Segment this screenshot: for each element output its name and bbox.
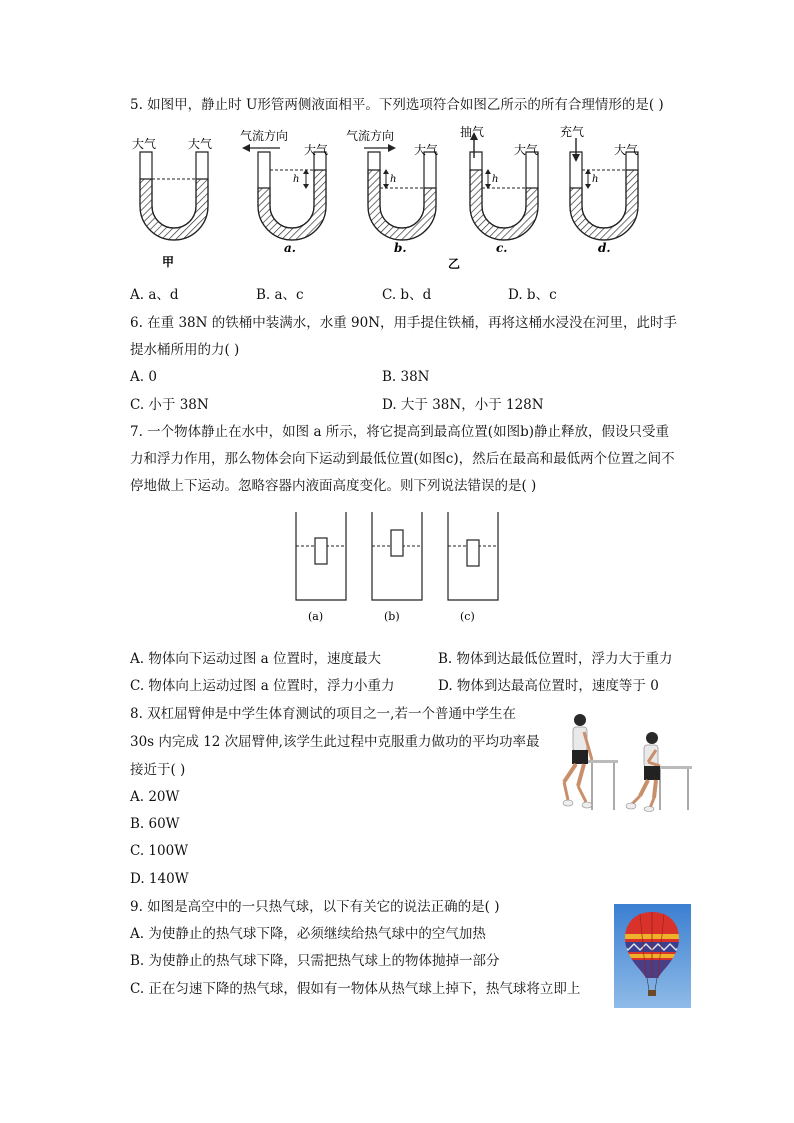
q8-option-b[interactable]: B. 60W xyxy=(130,816,180,832)
q8-stem-line1: 8. 双杠屈臂伸是中学生体育测试的项目之一,若一个普通中学生在 xyxy=(130,706,516,722)
q5-option-c[interactable]: C. b、d xyxy=(382,287,432,303)
arrow-down-icon xyxy=(572,154,580,162)
q5-jia-daqi-right: 大气 xyxy=(188,137,213,151)
q8-stem-line3: 接近于( ) xyxy=(130,762,186,778)
q6-option-d[interactable]: D. 大于 38N，小于 128N xyxy=(382,397,544,413)
q7-stem-line1: 7. 一个物体静止在水中，如图 a 所示，将它提高到最高位置(如图b)静止释放，假设只受重 xyxy=(130,424,669,440)
container-c xyxy=(448,512,498,623)
q8-option-a[interactable]: A. 20W xyxy=(130,789,180,805)
q8-parallel-bars-illustration xyxy=(556,708,696,812)
q7-option-b[interactable]: B. 物体到达最低位置时，浮力大于重力 xyxy=(438,651,673,667)
q7-stem-line2: 力和浮力作用，那么物体会向下运动到最低位置(如图c)，然后在最高和最低两个位置之间不 xyxy=(130,451,675,467)
q7-container-figure xyxy=(290,508,510,628)
q7-option-c[interactable]: C. 物体向上运动过图 a 位置时，浮力小重力 xyxy=(130,678,395,694)
q8-stem-line2: 30s 内完成 12 次屈臂伸,该学生此过程中克服重力做功的平均功率最 xyxy=(130,734,540,750)
q9-option-a[interactable]: A. 为使静止的热气球下降，必须继续给热气球中的空气加热 xyxy=(130,926,486,942)
q5-c-h: h xyxy=(492,174,499,185)
q6-stem-line2: 提水桶所用的力( ) xyxy=(130,342,240,358)
q5-b-daqi: 大气 xyxy=(414,143,439,157)
q9-hot-air-balloon-photo xyxy=(614,904,691,1008)
q5-label-a: a. xyxy=(284,241,296,255)
container-b xyxy=(372,512,422,623)
q5-b-h: h xyxy=(390,174,397,185)
q5-a-qiliu: 气流方向 xyxy=(240,129,289,143)
q5-c-daqi: 大气 xyxy=(514,143,539,157)
q5-b-qiliu: 气流方向 xyxy=(346,129,395,143)
q6-option-a[interactable]: A. 0 xyxy=(130,369,157,385)
q6-option-c[interactable]: C. 小于 38N xyxy=(130,397,209,413)
q7-label-c: (c) xyxy=(460,610,475,623)
u-tube-jia xyxy=(132,136,212,269)
student-bent-arms xyxy=(626,732,692,812)
q5-a-h: h xyxy=(293,174,300,185)
q7-label-b: (b) xyxy=(384,610,400,623)
u-tube-a xyxy=(240,128,328,255)
arrow-right-icon xyxy=(388,144,396,152)
q5-d-daqi: 大气 xyxy=(614,143,639,157)
student-straight-arms xyxy=(563,714,618,810)
q5-option-a[interactable]: A. a、d xyxy=(130,287,179,303)
q5-option-d[interactable]: D. b、c xyxy=(508,287,557,303)
q5-label-c: c. xyxy=(496,241,508,255)
q5-u-tube-figure xyxy=(128,124,660,272)
q5-label-d: d. xyxy=(598,241,611,255)
q8-option-c[interactable]: C. 100W xyxy=(130,843,189,859)
q7-option-d[interactable]: D. 物体到达最高位置时，速度等于 0 xyxy=(438,678,659,694)
q9-stem: 9. 如图是高空中的一只热气球，以下有关它的说法正确的是( ) xyxy=(130,899,500,915)
q5-option-b[interactable]: B. a、c xyxy=(256,287,304,303)
q7-label-a: (a) xyxy=(308,610,324,623)
q5-label-yi: 乙 xyxy=(448,257,461,271)
q6-stem-line1: 6. 在重 38N 的铁桶中装满水，水重 90N，用手提住铁桶，再将这桶水浸没在河里，此时手 xyxy=(130,315,678,331)
q5-a-daqi: 大气 xyxy=(304,143,329,157)
arrow-left-icon xyxy=(242,144,250,152)
q5-label-b: b. xyxy=(394,241,407,255)
q7-option-a[interactable]: A. 物体向下运动过图 a 位置时，速度最大 xyxy=(130,651,381,667)
q5-c-chouqi: 抽气 xyxy=(460,125,485,139)
q5-stem: 5. 如图甲，静止时 U形管两侧液面相平。下列选项符合如图乙所示的所有合理情形的是( ) xyxy=(130,97,664,113)
q9-option-c[interactable]: C. 正在匀速下降的热气球，假如有一物体从热气球上掉下，热气球将立即上 xyxy=(130,981,581,997)
u-tube-b xyxy=(346,128,438,255)
q8-option-d[interactable]: D. 140W xyxy=(130,871,189,887)
q7-stem-line3: 停地做上下运动。忽略容器内液面高度变化。则下列说法错误的是( ) xyxy=(130,478,537,494)
u-tube-d xyxy=(560,124,638,255)
u-tube-c xyxy=(460,124,538,255)
q6-option-b[interactable]: B. 38N xyxy=(382,369,430,385)
container-a xyxy=(296,512,346,623)
q5-d-chongqi: 充气 xyxy=(560,125,585,139)
q5-d-h: h xyxy=(592,174,599,185)
q5-label-jia: 甲 xyxy=(162,255,175,269)
q9-option-b[interactable]: B. 为使静止的热气球下降，只需把热气球上的物体抛掉一部分 xyxy=(130,953,500,969)
q5-jia-daqi-left: 大气 xyxy=(132,137,157,151)
